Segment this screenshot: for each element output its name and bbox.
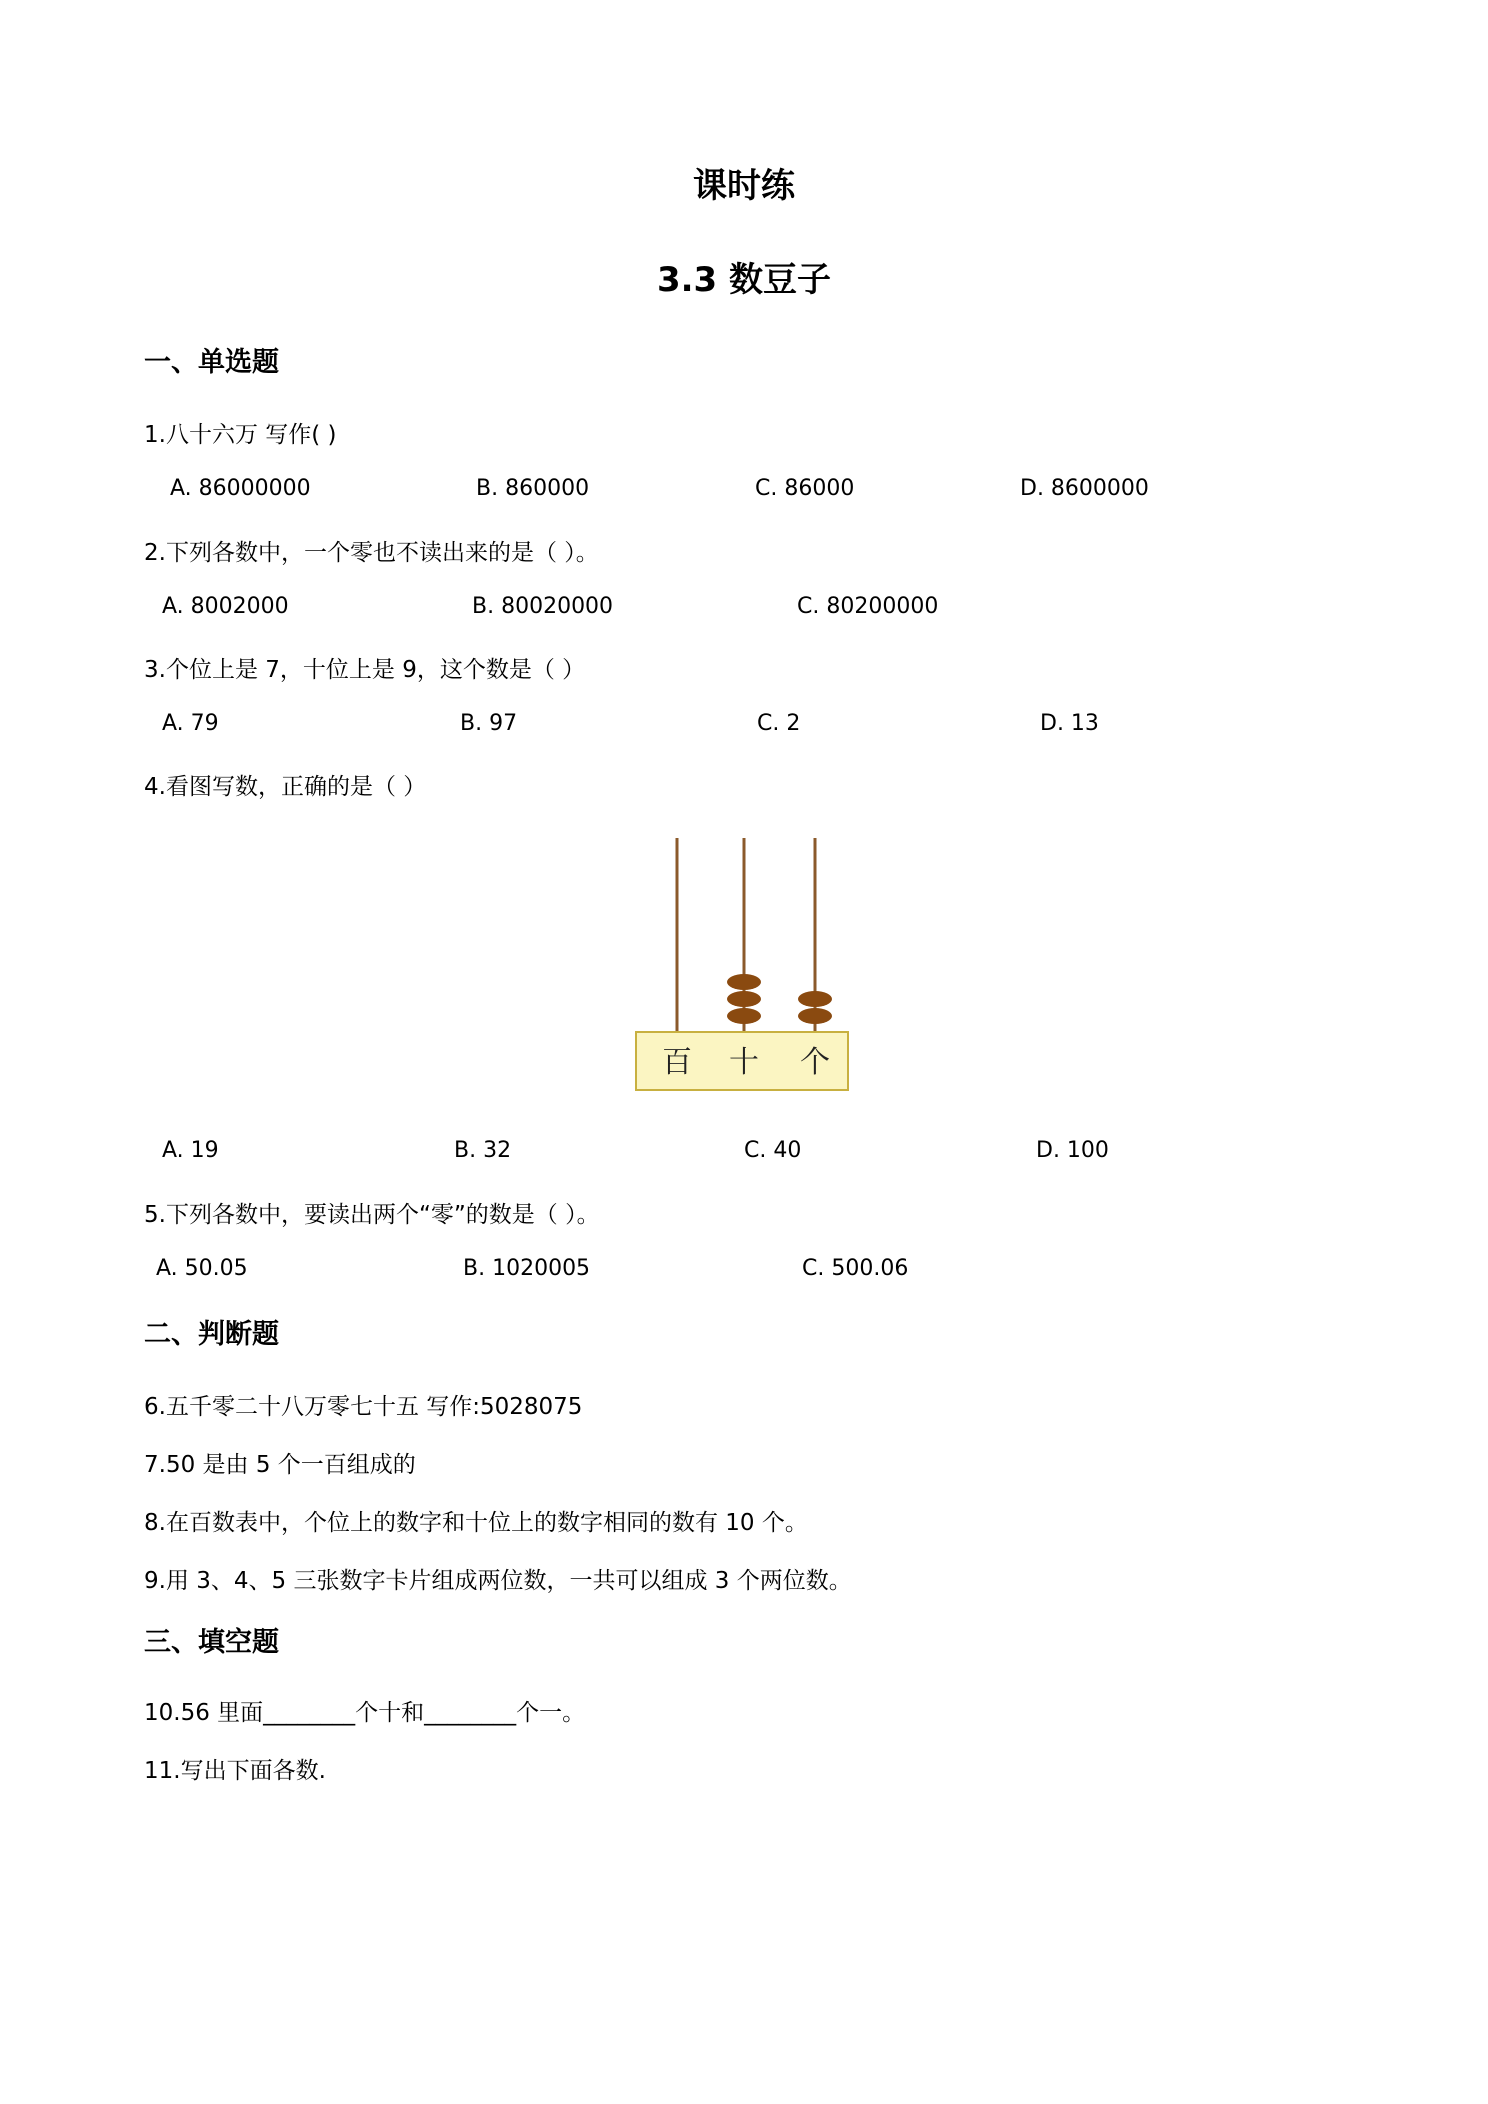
abacus-label-hundreds: 百 bbox=[662, 1045, 692, 1080]
question-4-option-c: C. 40 bbox=[744, 1138, 802, 1163]
page-title: 课时练 bbox=[693, 166, 795, 206]
question-3-option-a: A. 79 bbox=[162, 711, 219, 736]
section-heading-true-false: 二、判断题 bbox=[144, 1319, 279, 1350]
question-8: 8.在百数表中，个位上的数字和十位上的数字相同的数有 10 个。 bbox=[144, 1510, 808, 1536]
question-1-option-d: D. 8600000 bbox=[1020, 476, 1149, 501]
abacus-bead bbox=[798, 991, 832, 1007]
question-1-option-a: A. 86000000 bbox=[170, 476, 311, 501]
question-1-option-b: B. 860000 bbox=[476, 476, 590, 501]
abacus-bead bbox=[798, 1008, 832, 1024]
abacus-bead bbox=[727, 991, 761, 1007]
question-3-option-b: B. 97 bbox=[460, 711, 518, 736]
question-3-option-d: D. 13 bbox=[1040, 711, 1099, 736]
question-9: 9.用 3、4、5 三张数字卡片组成两位数，一共可以组成 3 个两位数。 bbox=[144, 1568, 852, 1594]
question-2-option-b: B. 80020000 bbox=[472, 594, 614, 619]
abacus-bead bbox=[727, 1008, 761, 1024]
question-4-option-b: B. 32 bbox=[454, 1138, 512, 1163]
question-11: 11.写出下面各数. bbox=[144, 1758, 326, 1784]
question-5: 5.下列各数中，要读出两个“零”的数是（ ）。 bbox=[144, 1202, 600, 1228]
question-1-option-c: C. 86000 bbox=[755, 476, 855, 501]
section-heading-single-choice: 一、单选题 bbox=[144, 347, 279, 378]
question-2: 2.下列各数中，一个零也不读出来的是（ ）。 bbox=[144, 540, 599, 566]
question-6: 6.五千零二十八万零七十五 写作:5028075 bbox=[144, 1394, 583, 1420]
abacus-label-tens: 十 bbox=[729, 1045, 759, 1080]
question-5-option-b: B. 1020005 bbox=[463, 1256, 591, 1281]
question-5-option-a: A. 50.05 bbox=[156, 1256, 248, 1281]
question-4-option-a: A. 19 bbox=[162, 1138, 219, 1163]
question-5-option-c: C. 500.06 bbox=[802, 1256, 909, 1281]
question-4: 4.看图写数，正确的是（ ） bbox=[144, 774, 427, 800]
page-subtitle: 3.3 数豆子 bbox=[656, 260, 832, 300]
question-2-option-a: A. 8002000 bbox=[162, 594, 289, 619]
abacus-figure bbox=[630, 836, 860, 1096]
abacus-bead bbox=[727, 974, 761, 990]
abacus-label-ones: 个 bbox=[800, 1045, 830, 1080]
abacus-beads-tens bbox=[727, 974, 761, 1024]
question-10: 10.56 里面________个十和________个一。 bbox=[144, 1700, 586, 1726]
question-3-option-c: C. 2 bbox=[757, 711, 801, 736]
question-3: 3.个位上是 7，十位上是 9，这个数是（ ） bbox=[144, 657, 586, 683]
section-heading-fill-in: 三、填空题 bbox=[144, 1627, 279, 1658]
question-2-option-c: C. 80200000 bbox=[797, 594, 939, 619]
question-7: 7.50 是由 5 个一百组成的 bbox=[144, 1452, 416, 1478]
question-4-option-d: D. 100 bbox=[1036, 1138, 1109, 1163]
question-1: 1.八十六万 写作( ) bbox=[144, 422, 337, 448]
